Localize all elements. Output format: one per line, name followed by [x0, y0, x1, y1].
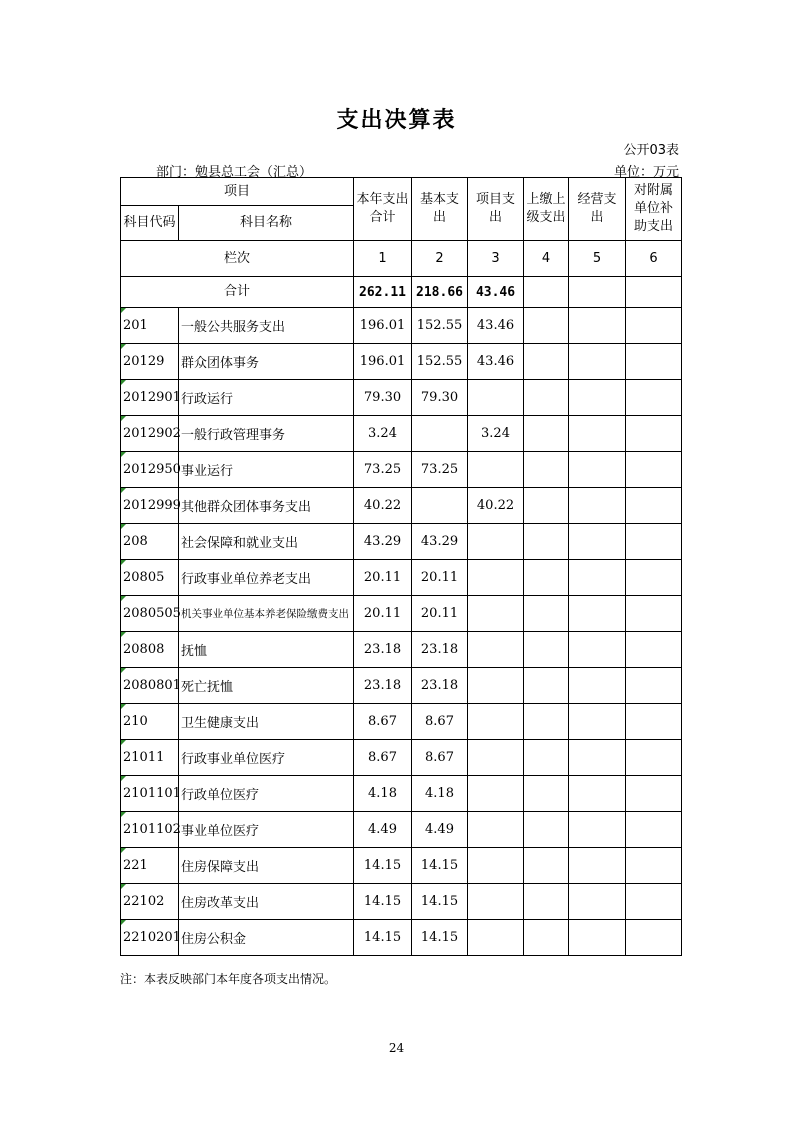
amount-cell — [569, 632, 626, 668]
amount-cell: 14.15 — [412, 920, 468, 956]
amount-cell — [569, 920, 626, 956]
header-col-2: 基本支 出 — [412, 178, 468, 241]
amount-cell — [524, 524, 569, 560]
amount-cell — [524, 632, 569, 668]
subject-code: 2101102 — [121, 812, 179, 848]
expenditure-table — [120, 177, 682, 956]
amount-cell — [524, 920, 569, 956]
amount-cell — [569, 560, 626, 596]
header-col-4: 上缴上 级支出 — [524, 178, 569, 241]
subject-name: 行政单位医疗 — [179, 776, 354, 812]
amount-cell — [524, 560, 569, 596]
table-row — [121, 416, 682, 452]
subject-code: 2012902 — [121, 416, 179, 452]
table-row — [121, 920, 682, 956]
amount-cell: 23.18 — [354, 668, 412, 704]
amount-cell: 23.18 — [354, 632, 412, 668]
amount-cell — [626, 704, 682, 740]
amount-cell — [626, 596, 682, 632]
amount-cell — [626, 848, 682, 884]
column-number: 3 — [468, 241, 524, 277]
subject-name: 住房保障支出 — [179, 848, 354, 884]
amount-cell: 43.29 — [354, 524, 412, 560]
subject-code: 221 — [121, 848, 179, 884]
amount-cell — [524, 704, 569, 740]
amount-cell — [626, 740, 682, 776]
form-number: 公开03表 — [623, 143, 679, 158]
subject-name: 其他群众团体事务支出 — [179, 488, 354, 524]
table-row — [121, 308, 682, 344]
amount-cell — [626, 776, 682, 812]
table-row — [121, 668, 682, 704]
amount-cell — [626, 524, 682, 560]
total-value — [524, 277, 569, 308]
amount-cell — [468, 704, 524, 740]
amount-cell — [569, 452, 626, 488]
amount-cell — [468, 920, 524, 956]
subject-name: 机关事业单位基本养老保险缴费支出 — [179, 596, 354, 632]
amount-cell — [524, 740, 569, 776]
subject-name: 行政事业单位医疗 — [179, 740, 354, 776]
amount-cell: 14.15 — [354, 884, 412, 920]
amount-cell: 79.30 — [412, 380, 468, 416]
total-row — [121, 277, 682, 308]
amount-cell — [569, 596, 626, 632]
column-row-label: 栏次 — [121, 241, 354, 277]
table-row — [121, 632, 682, 668]
amount-cell — [569, 848, 626, 884]
subject-code: 201 — [121, 308, 179, 344]
subject-name: 行政运行 — [179, 380, 354, 416]
table-row — [121, 848, 682, 884]
subject-name: 一般行政管理事务 — [179, 416, 354, 452]
subject-code: 2210201 — [121, 920, 179, 956]
subject-name: 一般公共服务支出 — [179, 308, 354, 344]
amount-cell — [626, 344, 682, 380]
amount-cell: 43.29 — [412, 524, 468, 560]
table-row — [121, 452, 682, 488]
amount-cell: 14.15 — [412, 848, 468, 884]
amount-cell — [626, 632, 682, 668]
total-value — [626, 277, 682, 308]
amount-cell — [468, 668, 524, 704]
amount-cell — [626, 884, 682, 920]
page-title: 支出决算表 — [336, 108, 457, 133]
amount-cell: 20.11 — [412, 560, 468, 596]
column-number: 6 — [626, 241, 682, 277]
subject-name: 抚恤 — [179, 632, 354, 668]
amount-cell — [626, 308, 682, 344]
amount-cell: 14.15 — [354, 920, 412, 956]
amount-cell — [569, 776, 626, 812]
amount-cell: 40.22 — [354, 488, 412, 524]
amount-cell — [468, 776, 524, 812]
header-name: 科目名称 — [179, 206, 354, 241]
amount-cell — [524, 884, 569, 920]
amount-cell: 8.67 — [354, 740, 412, 776]
amount-cell — [468, 596, 524, 632]
subject-name: 社会保障和就业支出 — [179, 524, 354, 560]
total-label: 合计 — [121, 277, 354, 308]
column-number: 2 — [412, 241, 468, 277]
amount-cell — [524, 452, 569, 488]
amount-cell — [626, 812, 682, 848]
column-number: 5 — [569, 241, 626, 277]
amount-cell: 23.18 — [412, 632, 468, 668]
amount-cell — [569, 344, 626, 380]
amount-cell — [524, 344, 569, 380]
total-value: 218.66 — [412, 277, 468, 308]
amount-cell: 73.25 — [354, 452, 412, 488]
amount-cell — [626, 488, 682, 524]
subject-name: 事业运行 — [179, 452, 354, 488]
amount-cell: 4.18 — [354, 776, 412, 812]
amount-cell: 152.55 — [412, 308, 468, 344]
subject-name: 住房公积金 — [179, 920, 354, 956]
subject-code: 20129 — [121, 344, 179, 380]
amount-cell — [569, 704, 626, 740]
amount-cell: 73.25 — [412, 452, 468, 488]
amount-cell: 3.24 — [354, 416, 412, 452]
header-item: 项目 — [121, 178, 354, 206]
total-value — [569, 277, 626, 308]
column-number-row — [121, 241, 682, 277]
amount-cell — [468, 452, 524, 488]
amount-cell: 20.11 — [354, 560, 412, 596]
amount-cell — [626, 416, 682, 452]
subject-code: 208 — [121, 524, 179, 560]
amount-cell — [468, 848, 524, 884]
column-number: 4 — [524, 241, 569, 277]
amount-cell: 3.24 — [468, 416, 524, 452]
table-row — [121, 344, 682, 380]
table-row — [121, 596, 682, 632]
subject-name: 事业单位医疗 — [179, 812, 354, 848]
subject-name: 群众团体事务 — [179, 344, 354, 380]
amount-cell — [468, 632, 524, 668]
table-row — [121, 704, 682, 740]
amount-cell — [524, 848, 569, 884]
amount-cell: 196.01 — [354, 308, 412, 344]
amount-cell: 40.22 — [468, 488, 524, 524]
amount-cell: 8.67 — [354, 704, 412, 740]
table-row — [121, 812, 682, 848]
amount-cell — [524, 776, 569, 812]
subject-code: 20808 — [121, 632, 179, 668]
amount-cell: 8.67 — [412, 704, 468, 740]
amount-cell — [468, 812, 524, 848]
subject-name: 住房改革支出 — [179, 884, 354, 920]
subject-code: 20805 — [121, 560, 179, 596]
table-row — [121, 488, 682, 524]
amount-cell — [468, 380, 524, 416]
amount-cell: 4.49 — [354, 812, 412, 848]
amount-cell — [569, 668, 626, 704]
amount-cell: 14.15 — [412, 884, 468, 920]
subject-code: 2080801 — [121, 668, 179, 704]
subject-code: 22102 — [121, 884, 179, 920]
amount-cell — [524, 308, 569, 344]
amount-cell: 23.18 — [412, 668, 468, 704]
amount-cell: 20.11 — [412, 596, 468, 632]
amount-cell — [569, 416, 626, 452]
amount-cell — [524, 596, 569, 632]
table-note: 注：本表反映部门本年度各项支出情况。 — [120, 972, 337, 986]
amount-cell — [524, 668, 569, 704]
amount-cell — [569, 884, 626, 920]
amount-cell — [569, 812, 626, 848]
header-col-1: 本年支出 合计 — [354, 178, 412, 241]
amount-cell — [626, 920, 682, 956]
total-value: 262.11 — [354, 277, 412, 308]
amount-cell — [468, 524, 524, 560]
amount-cell: 43.46 — [468, 344, 524, 380]
amount-cell — [569, 524, 626, 560]
table-row — [121, 740, 682, 776]
subject-code: 2101101 — [121, 776, 179, 812]
amount-cell — [569, 488, 626, 524]
subject-code: 2012999 — [121, 488, 179, 524]
amount-cell: 79.30 — [354, 380, 412, 416]
amount-cell — [524, 380, 569, 416]
table-row — [121, 560, 682, 596]
amount-cell — [468, 884, 524, 920]
amount-cell: 4.49 — [412, 812, 468, 848]
amount-cell — [412, 416, 468, 452]
amount-cell — [468, 560, 524, 596]
page-number: 24 — [388, 1041, 405, 1055]
column-number: 1 — [354, 241, 412, 277]
amount-cell: 20.11 — [354, 596, 412, 632]
amount-cell — [626, 452, 682, 488]
subject-name: 卫生健康支出 — [179, 704, 354, 740]
department-label: 部门：勉县总工会（汇总） — [156, 165, 313, 180]
subject-code: 210 — [121, 704, 179, 740]
amount-cell: 196.01 — [354, 344, 412, 380]
amount-cell — [569, 740, 626, 776]
subject-code: 21011 — [121, 740, 179, 776]
amount-cell — [524, 488, 569, 524]
header-col-6: 对附属 单位补 助支出 — [626, 178, 682, 241]
table-row — [121, 524, 682, 560]
total-value: 43.46 — [468, 277, 524, 308]
amount-cell: 152.55 — [412, 344, 468, 380]
table-row — [121, 776, 682, 812]
subject-code: 2080505 — [121, 596, 179, 632]
subject-code: 2012950 — [121, 452, 179, 488]
amount-cell — [626, 668, 682, 704]
amount-cell — [524, 812, 569, 848]
amount-cell: 4.18 — [412, 776, 468, 812]
amount-cell — [569, 308, 626, 344]
header-code: 科目代码 — [121, 206, 179, 241]
amount-cell: 14.15 — [354, 848, 412, 884]
amount-cell: 8.67 — [412, 740, 468, 776]
header-col-3: 项目支 出 — [468, 178, 524, 241]
subject-name: 行政事业单位养老支出 — [179, 560, 354, 596]
amount-cell — [626, 560, 682, 596]
amount-cell — [468, 740, 524, 776]
amount-cell — [569, 380, 626, 416]
amount-cell — [524, 416, 569, 452]
subject-code: 2012901 — [121, 380, 179, 416]
unit-label: 单位：万元 — [613, 165, 679, 180]
amount-cell: 43.46 — [468, 308, 524, 344]
table-row — [121, 884, 682, 920]
header-col-5: 经营支 出 — [569, 178, 626, 241]
table-row — [121, 380, 682, 416]
subject-name: 死亡抚恤 — [179, 668, 354, 704]
amount-cell — [412, 488, 468, 524]
amount-cell — [626, 380, 682, 416]
